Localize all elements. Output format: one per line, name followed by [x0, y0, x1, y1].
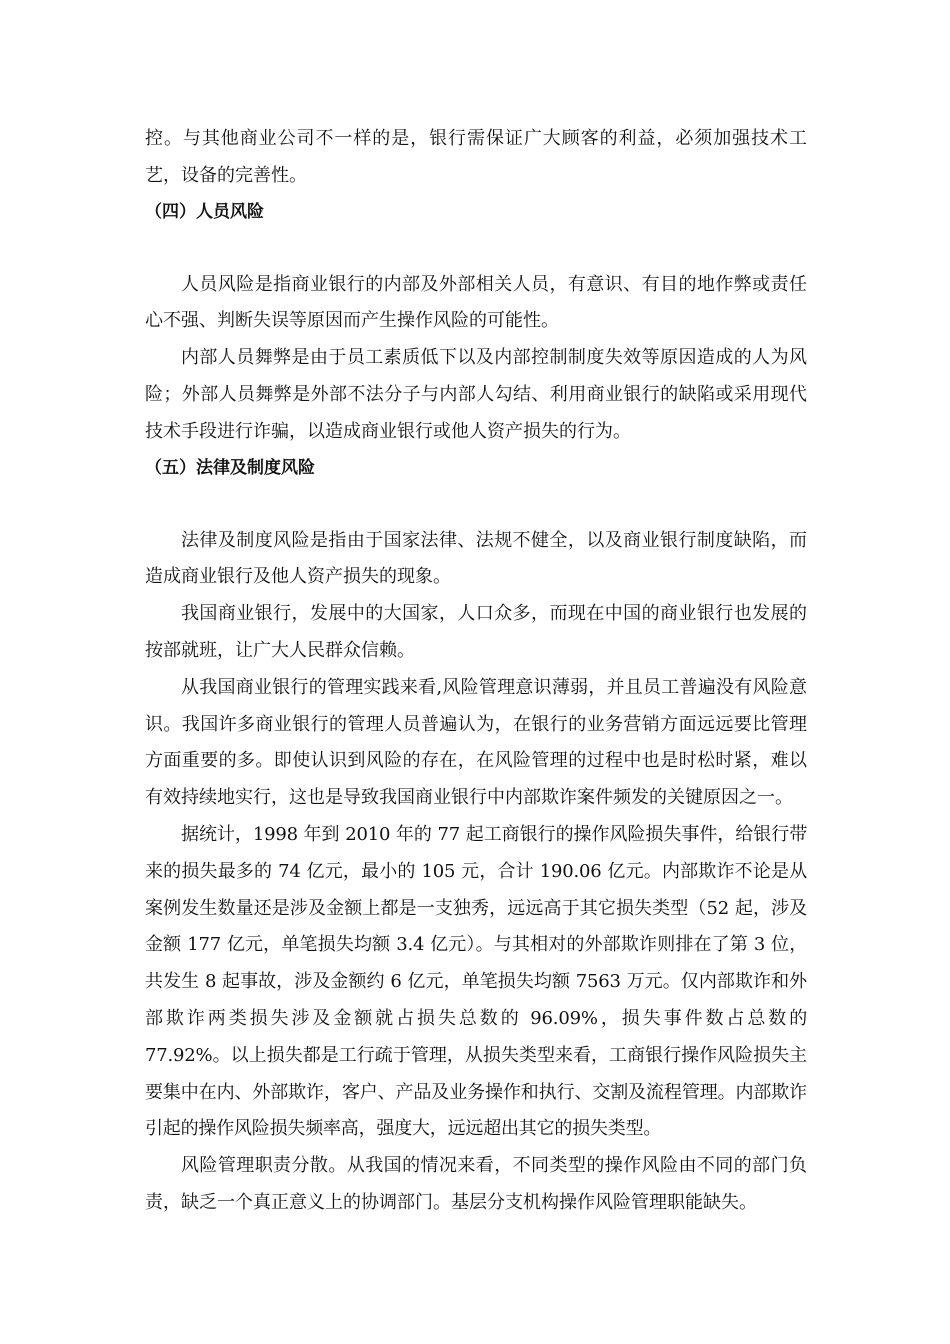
- paragraph-responsibility-dispersion: 风险管理职责分散。从我国的情况来看，不同类型的操作风险由不同的部门负责，缺乏一个真正意义上的协调部门。基层分支机构操作风险管理职能缺失。: [145, 1155, 807, 1213]
- section-heading-legal-risk: （五）法律及制度风险: [145, 457, 315, 478]
- paragraph-internal-external-fraud: 内部人员舞弊是由于员工素质低下以及内部控制制度失效等原因造成的人为风险；外部人员舞弊是外部不法分子与内部人勾结、利用商业银行的缺陷或采用现代技术手段进行诈骗，以造成商业银行或他人资产损失的行为。: [145, 347, 807, 442]
- paragraph-risk-awareness: 从我国商业银行的管理实践来看,风险管理意识薄弱，并且员工普遍没有风险意识。我国许多商业银行的管理人员普遍认为，在银行的业务营销方面远远要比管理方面重要的多。即使认识到风险的存在，在风险管理的过程中也是时松时紧，难以有效持续地实行，这也是导致我国商业银行中内部欺诈案件频发的关键原因之一。: [145, 676, 807, 809]
- section-heading-personnel-risk: （四）人员风险: [145, 201, 264, 222]
- paragraph-loss-statistics: 据统计，1998 年到 2010 年的 77 起工商银行的操作风险损失事件，给银行带来的损失最多的 74 亿元，最小的 105 元，合计 190.06 亿元。内部欺诈不论是从案例发生数量还是涉及金额上都是一支独秀，远远高于其它损失类型（52 起，涉及金额 177 亿元，单笔损失均额 3.4 亿元）。与其相对的外部欺诈则排在了第 3 位，共发生 8 起事故，涉及金额约 6 亿元，单笔损失均额 7563 万元。仅内部欺诈和外部欺诈两类损失涉及金额就占损失总数的 96.09%，损失事件数占总数的 77.92%。以上损失都是工行疏于管理，从损失类型来看，工商银行操作风险损失主要集中在内、外部欺诈，客户、产品及业务操作和执行、交割及流程管理。内部欺诈引起的操作风险损失频率高，强度大，远远超出其它的损失类型。: [145, 823, 807, 1140]
- paragraph-legal-risk-definition: 法律及制度风险是指由于国家法律、法规不健全，以及商业银行制度缺陷，而造成商业银行及他人资产损失的现象。: [145, 529, 807, 588]
- document-body: [145, 121, 807, 1222]
- paragraph-continuation: 控。与其他商业公司不一样的是，银行需保证广大顾客的利益，必须加强技术工艺，设备的完善性。: [145, 128, 807, 186]
- paragraph-bank-development: 我国商业银行，发展中的大国家，人口众多，而现在中国的商业银行也发展的按部就班，让广大人民群众信赖。: [145, 603, 807, 661]
- paragraph-personnel-risk-definition: 人员风险是指商业银行的内部及外部相关人员，有意识、有目的地作弊或责任心不强、判断失误等原因而产生操作风险的可能性。: [145, 273, 807, 332]
